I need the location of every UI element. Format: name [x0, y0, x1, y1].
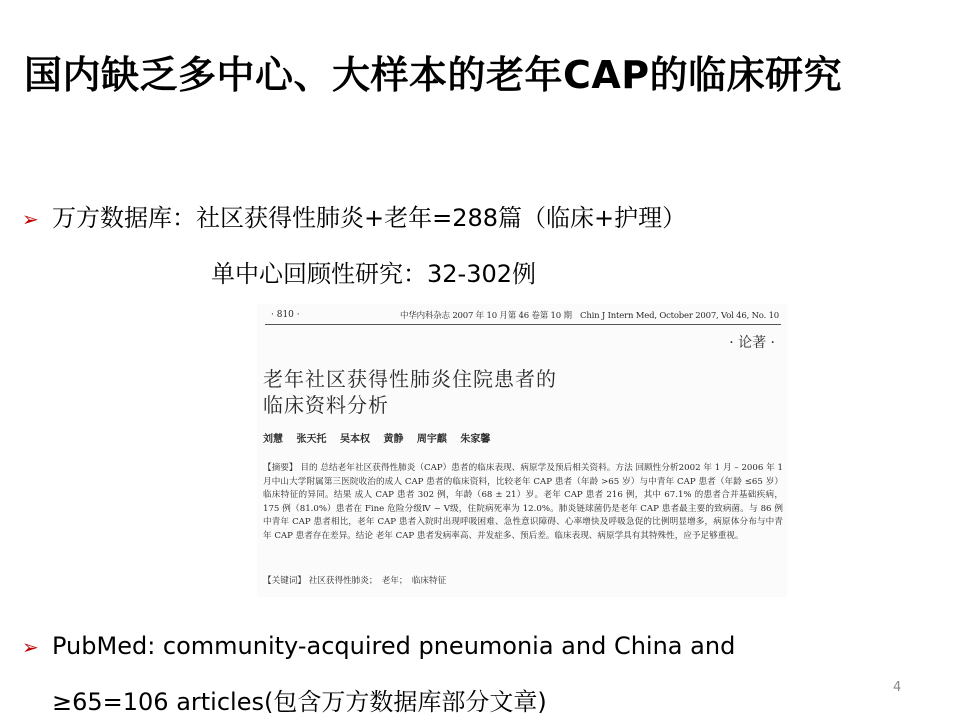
- paper-page-number: · 810 ·: [271, 310, 300, 320]
- paper-authors: 刘慧 张天托 吴本权 黄静 周宇麒 朱家馨: [263, 434, 491, 445]
- bullet-pubmed-line1: PubMed: community-acquired pneumonia and China and: [52, 632, 736, 660]
- paper-section-label: · 论著 ·: [729, 335, 775, 351]
- bullet-pubmed: [22, 632, 735, 660]
- paper-keywords: 【关键词】 社区获得性肺炎； 老年； 临床特征: [263, 576, 447, 586]
- slide-title: 国内缺乏多中心、大样本的老年CAP的临床研究: [24, 53, 843, 97]
- paper-title-line1: 老年社区获得性肺炎住院患者的: [263, 367, 557, 391]
- paper-title: [263, 366, 557, 418]
- bullet-wanfang-text: 万方数据库：社区获得性肺炎+老年=288篇（临床+护理）: [52, 204, 687, 232]
- arrow-bullet-icon: ➢: [22, 207, 39, 231]
- paper-header-rule: [265, 324, 781, 325]
- arrow-bullet-icon: ➢: [22, 635, 39, 659]
- paper-journal-header: 中华内科杂志 2007 年 10 月第 46 卷第 10 期 Chin J Intern Med, October 2007, Vol 46, No. 10: [400, 311, 779, 321]
- paper-abstract: 【摘要】 目的 总结老年社区获得性肺炎（CAP）患者的临床表现、病原学及预后相关资料。方法 回顾性分析2002 年 1 月 – 2006 年 1 月中山大学附属第三医院收治的成人 CAP 患者的临床资料，比较老年 CAP 患者（年龄 >65 岁）与中青年 CAP 患者（年龄 ≤65 岁）临床特征的异同。结果 成人 CAP 患者 302 例，年龄（68 ± 21）岁。老年 CAP 患者 216 例，其中 67.1% 的患者合并基础疾病，175 例（81.0%）患者在 Fine 危险分级Ⅳ ~ Ⅴ级，住院病死率为 12.0%。肺炎链球菌仍是老年 CAP 患者最主要的致病菌。与 86 例中青年 CAP 患者相比，老年 CAP 患者入院时出现呼吸困难、急性意识障碍、心率增快及呼吸急促的比例明显增多，病原体分布与中青年 CAP 患者存在差异。结论 老年 CAP 患者发病率高、并发症多、预后差。临床表现、病原学具有其特殊性，应予足够重视。: [263, 463, 783, 541]
- bullet-wanfang: [22, 198, 686, 233]
- paper-excerpt-image: [257, 304, 787, 597]
- bullet-wanfang-subtext: 单中心回顾性研究：32-302例: [211, 260, 537, 288]
- paper-title-line2: 临床资料分析: [263, 393, 389, 417]
- bullet-pubmed-line2: ≥65=106 articles(包含万方数据库部分文章): [52, 688, 547, 716]
- page-number: 4: [893, 680, 902, 695]
